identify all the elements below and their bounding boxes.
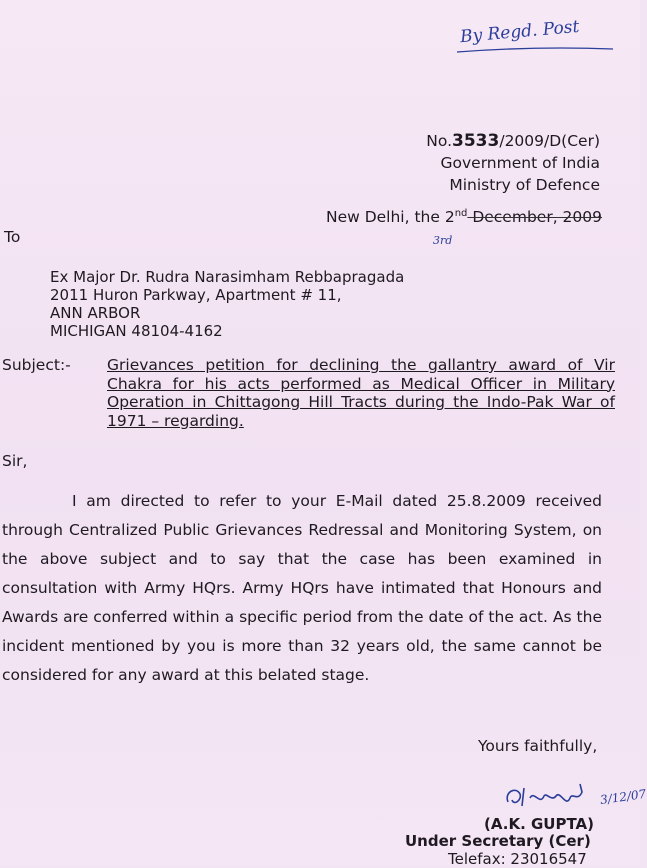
address-line: MICHIGAN 48104-4162 <box>50 322 223 340</box>
regd-post-annotation: By Regd. Post <box>459 16 581 48</box>
address-line: ANN ARBOR <box>50 304 141 322</box>
reference-number: No.3533/2009/D(Cer) <box>426 131 600 151</box>
salutation: Sir, <box>2 452 28 470</box>
address-line: 2011 Huron Parkway, Apartment # 11, <box>50 286 342 304</box>
signatory-designation: Under Secretary (Cer) <box>405 832 591 850</box>
subject-text: Grievances petition for declining the gallantry award of Vir Chakra for his acts performed as Medical Officer in Military Operation in Chittagong Hill Tracts during the Indo-Pak War of 1971 – regarding. <box>107 356 615 430</box>
signatory-name: (A.K. GUPTA) <box>484 815 595 833</box>
regd-post-underline <box>455 46 615 54</box>
header-ministry: Ministry of Defence <box>449 176 600 194</box>
letter-date: New Delhi, the 2nd December, 2009 <box>325 208 602 227</box>
address-line: Ex Major Dr. Rudra Narasimham Rebbapragada <box>50 268 405 286</box>
subject-label: Subject:- <box>2 356 71 374</box>
closing: Yours faithfully, <box>478 737 598 755</box>
to-label: To <box>4 228 21 246</box>
recipient-address <box>50 268 404 340</box>
letter-body: I am directed to refer to your E-Mail dated 25.8.2009 received through Centralized Public Grievances Redressal and Monitoring System, on the above subject and to say that the case has been examined in consultation with Army HQrs. Army HQrs have intimated that Honours and Awards are conferred within a specific period from the date of the act. As the incident mentioned by you is more than 32 years old, the same cannot be considered for any award at this belated stage. <box>2 492 602 684</box>
header-government: Government of India <box>440 154 600 172</box>
letter-header <box>426 130 600 196</box>
date-correction-annotation: 3rd <box>433 234 453 247</box>
signatory-telefax: Telefax: 23016547 <box>448 850 587 868</box>
signature-date-annotation: 3/12/07 <box>599 786 647 808</box>
